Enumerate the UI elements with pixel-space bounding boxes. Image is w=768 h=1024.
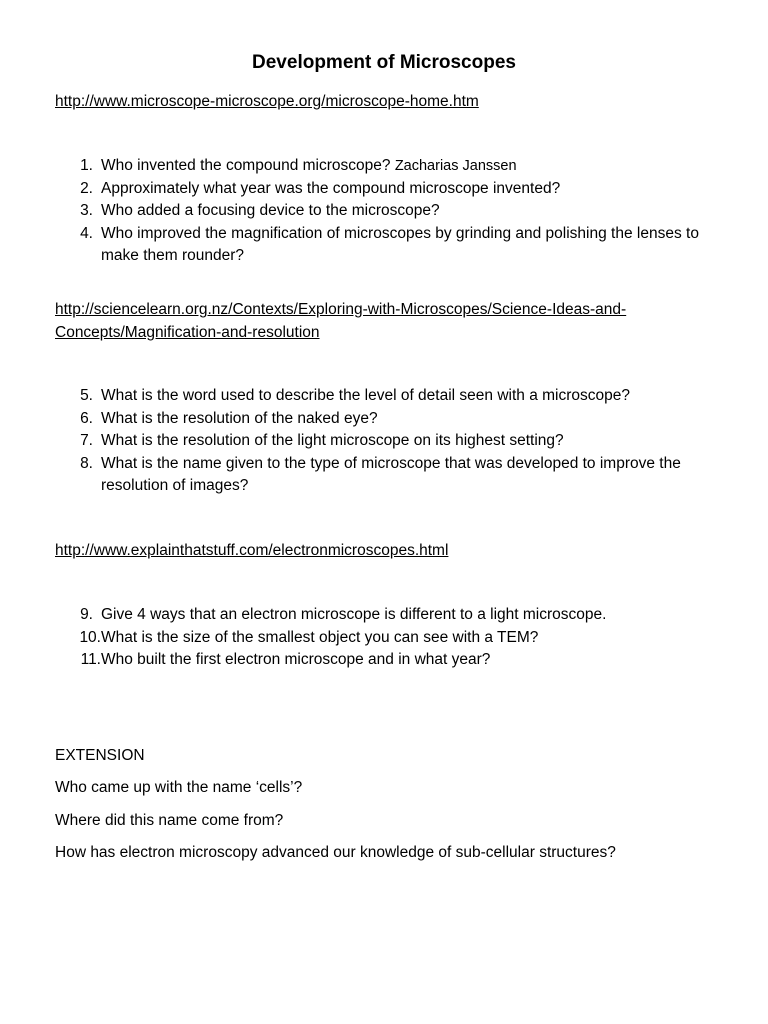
- question-text: What is the resolution of the light microscope on its highest setting?: [101, 432, 564, 449]
- question-item: [55, 649, 715, 672]
- question-text: Who added a focusing device to the microscope?: [101, 202, 440, 219]
- question-item: [55, 385, 715, 408]
- question-item: [55, 430, 715, 453]
- question-text: Who invented the compound microscope?: [101, 157, 391, 174]
- question-item: [55, 200, 715, 223]
- question-text: What is the word used to describe the level of detail seen with a microscope?: [101, 387, 630, 404]
- question-item: [55, 223, 715, 268]
- document-title: Development of Microscopes: [252, 52, 516, 73]
- question-text: What is the name given to the type of microscope that was developed to improve the resolution of images?: [101, 454, 681, 494]
- question-number: 5.: [80, 387, 93, 404]
- question-number: 8.: [80, 454, 93, 472]
- link-line: http://sciencelearn.org.nz/Contexts/Exploring-with-Microscopes/Science-Ideas-and-: [55, 301, 627, 318]
- question-item: [55, 178, 715, 201]
- question-text: Who built the first electron microscope and in what year?: [101, 651, 491, 668]
- question-number: 9.: [80, 606, 93, 623]
- question-text: What is the resolution of the naked eye?: [101, 409, 378, 427]
- link-line: Concepts/Magnification-and-resolution: [55, 323, 320, 341]
- question-item: [55, 627, 715, 650]
- question-text: Approximately what year was the compound microscope invented?: [101, 179, 561, 197]
- extension-question: How has electron microscopy advanced our knowledge of sub-cellular structures?: [55, 844, 616, 861]
- question-list-2: [55, 385, 715, 498]
- link-microscope-home[interactable]: http://www.microscope-microscope.org/microscope-home.htm: [55, 93, 479, 110]
- extension-question: Where did this name come from?: [55, 812, 284, 829]
- question-number: 6.: [80, 409, 93, 427]
- question-number: 1.: [80, 157, 93, 174]
- extension-heading: EXTENSION: [55, 747, 145, 764]
- question-number: 7.: [80, 432, 93, 449]
- question-item: [55, 453, 715, 498]
- link-explainthatstuff[interactable]: http://www.explainthatstuff.com/electronmicroscopes.html: [55, 542, 449, 559]
- question-text: Give 4 ways that an electron microscope is different to a light microscope.: [101, 606, 607, 623]
- question-list-3: [55, 604, 715, 672]
- link-sciencelearn[interactable]: [55, 299, 715, 344]
- question-number: 11.: [80, 651, 101, 668]
- question-list-1: [55, 155, 715, 268]
- question-item: [55, 408, 715, 431]
- question-item: [55, 155, 715, 178]
- question-item: [55, 604, 715, 627]
- question-text: Who improved the magnification of microscopes by grinding and polishing the lenses to make them rounder?: [101, 224, 699, 264]
- extension-question: Who came up with the name ‘cells’?: [55, 779, 303, 796]
- question-text: What is the size of the smallest object you can see with a TEM?: [101, 628, 539, 646]
- question-number: 10.: [79, 628, 101, 646]
- question-number: 2.: [80, 179, 93, 197]
- question-number: 3.: [80, 202, 93, 219]
- answer-text: Zacharias Janssen: [394, 158, 517, 174]
- question-number: 4.: [80, 224, 93, 242]
